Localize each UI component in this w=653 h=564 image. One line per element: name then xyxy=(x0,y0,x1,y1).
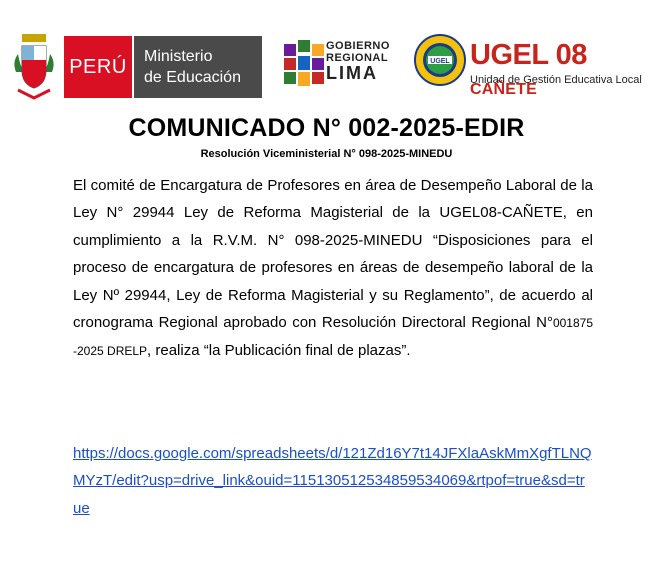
peru-label: PERÚ xyxy=(69,56,127,78)
gobierno-regional-label xyxy=(326,40,390,82)
document-title: COMUNICADO N° 002-2025-EDIR xyxy=(128,114,525,142)
ugel-title-text: UGEL 08 xyxy=(470,39,587,71)
body-main-text: El comité de Encargatura de Profesores en área de Desempeño Laboral de la Ley N° 29944 Ley de Reforma Magisterial de la UGEL08-CAÑETE, en cumplimiento a la R.V.M. N° 098-2025-MINEDU “Disposiciones para el proceso de encargatura de profesores en áreas de desempeño laboral de la Ley Nº 29944, Ley de Reforma Magisterial y su Reglamento”, de acuerdo al cronograma Regional aprobado con Resolución Directoral Regional N° xyxy=(73,177,593,332)
minedu-line1: Ministerio xyxy=(144,48,213,65)
ugel-canete-text: CAÑETE xyxy=(470,81,537,98)
body-paragraph xyxy=(73,172,593,366)
gore-line3: LIMA xyxy=(326,63,378,83)
svg-text:UGEL: UGEL xyxy=(430,58,450,65)
gore-line1: GOBIERNO xyxy=(326,40,390,52)
ugel-title xyxy=(470,40,653,105)
header-logos xyxy=(0,32,653,104)
minedu-brand-box xyxy=(134,36,262,98)
minedu-label xyxy=(144,46,241,88)
document-subtitle: Resolución Viceministerial N° 098-2025-MINEDU xyxy=(200,148,453,160)
ugel-seal-icon xyxy=(414,34,466,86)
body-resolution-number: 001875 -2025 DRELP xyxy=(73,316,593,359)
gobierno-regional-logo-icon xyxy=(284,40,324,88)
spreadsheet-link[interactable]: https://docs.google.com/spreadsheets/d/121Zd16Y7t14JFXlaAskMmXgfTLNQMYzT/edit?usp=drive_link&ouid=115130512534859534069&rtpof=true&sd=true xyxy=(73,445,592,517)
ugel-subtitle: Unidad de Gestión Educativa Local xyxy=(470,74,642,86)
peru-brand-box xyxy=(64,36,132,98)
minedu-line2: de Educación xyxy=(144,69,241,86)
body-end-text: , realiza “la Publicación final de plazas”. xyxy=(147,342,411,360)
peru-coat-of-arms-icon xyxy=(10,32,58,100)
gore-line2: REGIONAL xyxy=(326,52,389,64)
